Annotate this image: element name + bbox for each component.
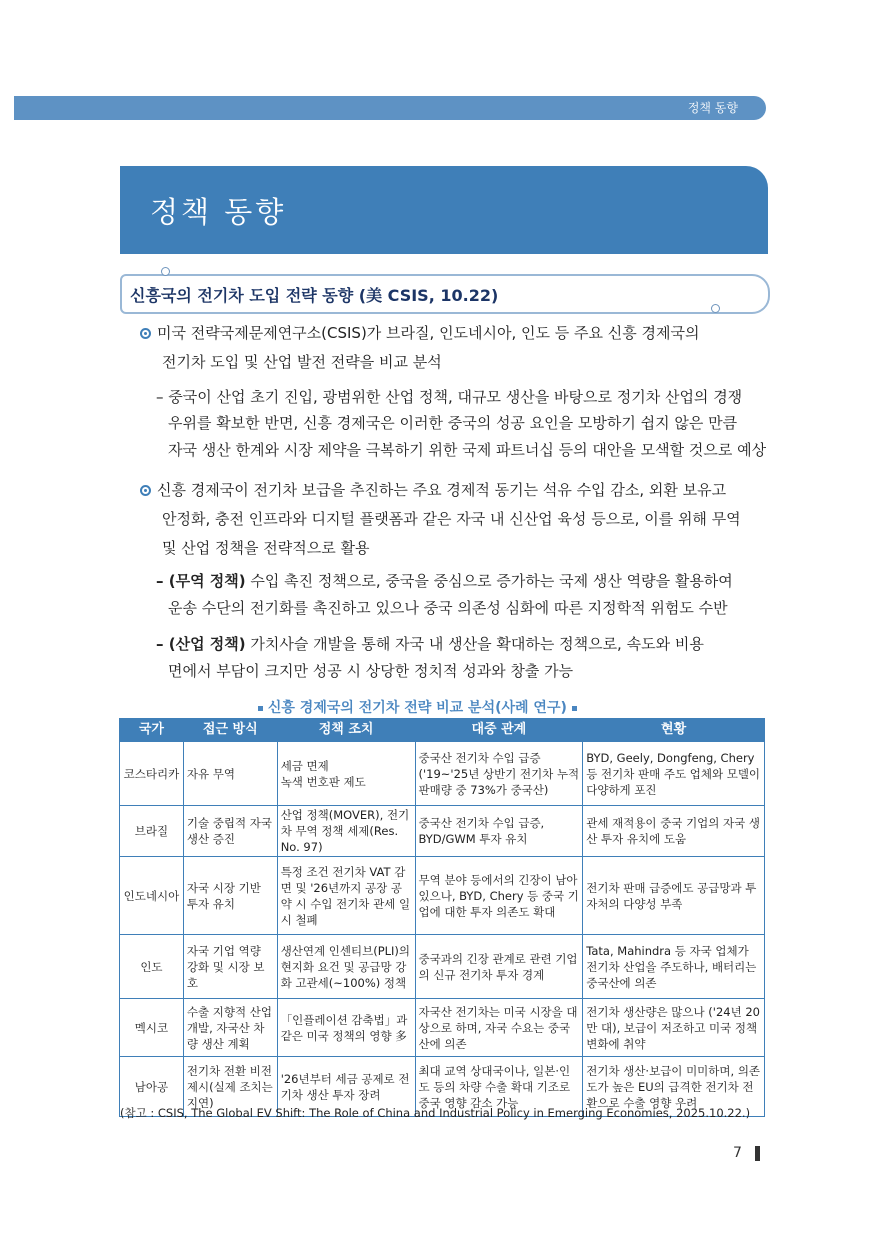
paragraph-1-line-2: 전기차 도입 및 산업 발전 전략을 비교 분석 — [162, 353, 442, 371]
table-row — [120, 806, 765, 857]
bullet-icon — [140, 485, 151, 496]
paragraph-1-sub-line-2: 우위를 확보한 반면, 신흥 경제국은 이러한 중국의 성공 요인을 모방하기 쉽지 않은 만큼 — [168, 414, 738, 432]
country-cell: 브라질 — [120, 806, 184, 857]
table-row — [120, 742, 765, 806]
china-relation-cell: 최대 교역 상대국이나, 일본·인도 등의 차량 수출 확대 기조로 중국 영향 감소 가능 — [415, 1057, 583, 1117]
header-label: 정책 동향 — [687, 101, 738, 115]
header-cell: 대중 관계 — [415, 719, 583, 742]
approach-cell: 자국 기업 역량 강화 및 시장 보호 — [183, 935, 277, 999]
china-relation-cell: 중국과의 긴장 관계로 관련 기업의 신규 전기차 투자 경계 — [415, 935, 583, 999]
section-ornament-knob-right — [711, 304, 720, 313]
status-cell: Tata, Mahindra 등 자국 업체가 전기차 산업을 주도하나, 배터리는 중국산에 의존 — [583, 935, 765, 999]
paragraph-2-sub-1-line-2: 운송 수단의 전기화를 촉진하고 있으나 중국 의존성 심화에 따른 지정학적 위험도 수반 — [168, 599, 728, 617]
page-number: 7 — [733, 1145, 742, 1161]
approach-cell: 전기차 전환 비전 제시(실제 조치는 지연) — [183, 1057, 277, 1117]
table-row — [120, 857, 765, 935]
policy-cell: 특정 조건 전기차 VAT 감면 및 '26년까지 공장 공약 시 수입 전기차 관세 일시 철폐 — [277, 857, 415, 935]
china-relation-cell: 자국산 전기차는 미국 시장을 대상으로 하며, 자국 수요는 중국산에 의존 — [415, 999, 583, 1057]
approach-cell: 수출 지향적 산업 개발, 자국산 차량 생산 계획 — [183, 999, 277, 1057]
status-cell: 전기차 생산·보급이 미미하며, 의존도가 높은 EU의 급격한 전기차 전환으로 수출 영향 우려 — [583, 1057, 765, 1117]
status-cell: 전기차 생산량은 많으나 ('24년 20만 대), 보급이 저조하고 미국 정책 변화에 취약 — [583, 999, 765, 1057]
policy-cell: 생산연계 인센티브(PLI)의 현지화 요건 및 공급망 강화 고관세(~100%) 정책 — [277, 935, 415, 999]
section-title: 신흥국의 전기차 도입 전략 동향 (美 CSIS, 10.22) — [130, 286, 499, 305]
country-cell: 멕시코 — [120, 999, 184, 1057]
status-cell: BYD, Geely, Dongfeng, Chery등 전기차 판매 주도 업체와 모델이 다양하게 포진 — [583, 742, 765, 806]
approach-cell: 자유 무역 — [183, 742, 277, 806]
banner-title: 정책 동향 — [150, 195, 287, 229]
paragraph-2-line-3: 및 산업 정책을 전략적으로 활용 — [162, 539, 370, 557]
header-cell: 국가 — [120, 719, 184, 742]
paragraph-1-sub-line-1: – 중국이 산업 초기 진입, 광범위한 산업 정책, 대규모 생산을 바탕으로 정기차 산업의 경쟁 — [156, 388, 743, 406]
paragraph-2-sub-2-line-2: 면에서 부담이 크지만 성공 시 상당한 정치적 성과와 창출 가능 — [168, 662, 574, 680]
paragraph-1-sub-line-3: 자국 생산 한계와 시장 제약을 극복하기 위한 국제 파트너십 등의 대안을 모색할 것으로 예상 — [168, 441, 767, 459]
table-row — [120, 935, 765, 999]
table-header-row — [120, 719, 765, 742]
country-cell: 인도 — [120, 935, 184, 999]
country-cell: 남아공 — [120, 1057, 184, 1117]
china-relation-cell: 중국산 전기차 수입 급증, BYD/GWM 투자 유치 — [415, 806, 583, 857]
paragraph-2-line-2: 안정화, 충전 인프라와 디지털 플랫폼과 같은 자국 내 신산업 육성 등으로, 이를 위해 무역 — [162, 510, 741, 528]
header-cell: 정책 조치 — [277, 719, 415, 742]
caption-square-icon — [572, 706, 577, 711]
header-cell: 현황 — [583, 719, 765, 742]
paragraph-1-line-1: 미국 전략국제문제연구소(CSIS)가 브라질, 인도네시아, 인도 등 주요 신흥 경제국의 — [140, 322, 700, 343]
source-note: (참고 : CSIS, The Global EV Shift: The Role of China and Industrial Policy in Emerging Economies, 2025.10.22.) — [120, 1106, 751, 1120]
approach-cell: 기술 중립적 자국 생산 증진 — [183, 806, 277, 857]
status-cell: 관세 재적용이 중국 기업의 자국 생산 투자 유치에 도움 — [583, 806, 765, 857]
paragraph-2-line-1: 신흥 경제국이 전기차 보급을 추진하는 주요 경제적 동기는 석유 수입 감소, 외환 보유고 — [140, 479, 726, 500]
policy-cell: '26년부터 세금 공제로 전기차 생산 투자 장려 — [277, 1057, 415, 1117]
bullet-icon — [140, 328, 151, 339]
policy-cell: 산업 정책(MOVER), 전기차 무역 정책 세제(Res. No. 97) — [277, 806, 415, 857]
section-ornament-knob-left — [161, 267, 170, 276]
table-row — [120, 999, 765, 1057]
china-relation-cell: 무역 분야 등에서의 긴장이 남아있으나, BYD, Chery 등 중국 기업에 대한 투자 의존도 확대 — [415, 857, 583, 935]
country-cell: 코스타리카 — [120, 742, 184, 806]
country-cell: 인도네시아 — [120, 857, 184, 935]
header-cell: 접근 방식 — [183, 719, 277, 742]
strategy-comparison-table — [119, 718, 765, 1117]
header-bar — [14, 96, 766, 120]
caption-square-icon — [258, 706, 263, 711]
approach-cell: 자국 시장 기반 투자 유치 — [183, 857, 277, 935]
status-cell: 전기차 판매 급증에도 공급망과 투자처의 다양성 부족 — [583, 857, 765, 935]
banner — [120, 166, 768, 254]
section-title-box — [120, 274, 770, 314]
policy-cell: 세금 면제 녹색 번호판 제도 — [277, 742, 415, 806]
page-number-bar — [755, 1146, 760, 1161]
paragraph-2-sub-1-line-1: – (무역 정책) 수입 촉진 정책으로, 중국을 중심으로 증가하는 국제 생산 역량을 활용하여 — [156, 572, 733, 590]
table-caption: 신흥 경제국의 전기차 전략 비교 분석(사례 연구) — [258, 697, 577, 717]
paragraph-2-sub-2-line-1: – (산업 정책) 가치사슬 개발을 통해 자국 내 생산을 확대하는 정책으로, 속도와 비용 — [156, 635, 704, 653]
policy-cell: 「인플레이션 감축법」과 같은 미국 정책의 영향 多 — [277, 999, 415, 1057]
china-relation-cell: 중국산 전기차 수입 급증('19~'25년 상반기 전기차 누적 판매량 중 73%가 중국산) — [415, 742, 583, 806]
